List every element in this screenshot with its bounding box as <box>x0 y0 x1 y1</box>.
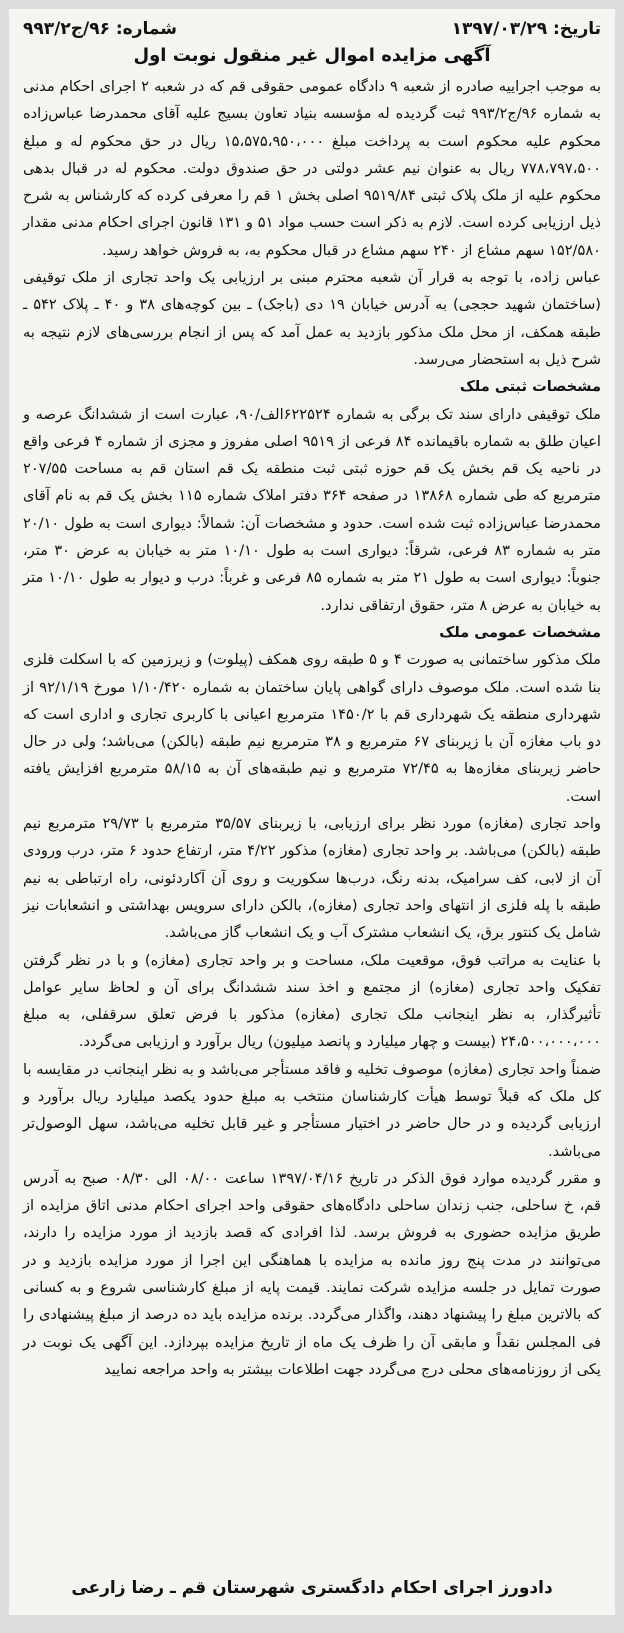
heading-registration: مشخصات ثبتی ملک <box>459 378 601 396</box>
paragraph-inspection: عباس زاده، با توجه به قرار آن شعبه محترم مبنی بر ارزیابی یک واحد تجاری از ملک توقیفی (ساختمان شهید حججی) به آدرس خیابان ۱۹ دی (باجک) ـ بین کوچه‌های ۳۸ و ۴۰ ـ پلاک ۵۴۲ ـ طبقه همکف، از محل ملک مذکور بازدید به عمل آمد که پس از انجام بررسی‌های لازم نتیجه به شرح ذیل به استحضار می‌رسد. <box>23 269 601 368</box>
header-row <box>23 17 601 41</box>
notice-title: آگهی مزایده اموال غیر منقول نوبت اول <box>133 45 491 66</box>
paragraph-registration: ملک توقیفی دارای سند تک برگی به شماره ۶۲۲۵۲۴الف/۹۰، عبارت است از ششدانگ عرصه و اعیان طلق به شماره باقیمانده ۸۴ فرعی از ۹۵۱۹ اصلی مفروز و مجزی از شماره ۴ فرعی واقع در ناحیه یک قم بخش یک قم حوزه ثبتی ثبت منطقه یک قم استان قم به مساحت ۲۰۷/۵۵ مترمربع که طی شماره ۱۳۸۶۸ در صفحه ۳۶۴ دفتر املاک شماره ۱۱۵ بخش یک قم به نام آقای محمدرضا عباس‌زاده ثبت شده است. حدود و مشخصات آن: شمالاً: دیواری است به طول ۲۰/۱۰ متر به شماره ۸۳ فرعی، شرقاً: دیواری است به طول ۱۰/۱۰ متر به خیابان به عرض ۳۰ متر، جنوباً: دیواری است به طول ۲۱ متر به شماره ۸۵ فرعی و غرباً: درب و دیوار به طول ۱۰/۱۰ متر به خیابان به عرض ۸ متر، حقوق ارتفاقی ندارد. <box>23 405 601 614</box>
paragraph-valuation: با عنایت به مراتب فوق، موقعیت ملک، مساحت و بر واحد تجاری (مغازه) و با در نظر گرفتن تفکیک واحد تجاری (مغازه) از مجتمع و اخذ سند ششدانگ برای آن و لحاظ سایر عوامل تأثیرگذار، به نظر اینجانب ملک تجاری (مغازه) مذکور با فرض تعلق سرقفلی، به مبلغ ۲۴،۵۰۰،۰۰۰،۰۰۰ (بیست و چهار میلیارد و پانصد میلیون) ریال برآورد و ارزیابی می‌گردد. <box>23 951 601 1051</box>
signature-line: دادورز اجرای احکام دادگستری شهرستان قم ـ رضا زارعی <box>71 1578 553 1598</box>
paragraph-auction-terms: و مقرر گردیده موارد فوق الذکر در تاریخ ۱۳۹۷/۰۴/۱۶ ساعت ۰۸/۰۰ الی ۰۸/۳۰ صبح به آدرس قم، خ ساحلی، جنب زندان ساحلی دادگاه‌های حقوقی واحد اجرای احکام مدنی اتاق مزایده از طریق مزایده حضوری به فروش برسد. لذا افرادی که قصد بازدید از مورد مزایده را دارند، می‌توانند در مدت پنج روز مانده به مزایده با هماهنگی این اجرا از مورد مزایده بازدید و در صورت تمایل در جلسه مزایده شرکت نمایند. قیمت پایه از مبلغ کارشناسی شروع و به کسانی که بالاترین مبلغ را پیشنهاد دهند، واگذار می‌گردد. برنده مزایده باید ده درصد از مبلغ پیشنهادی را فی المجلس نقداً و مابقی آن را ظرف یک ماه از تاریخ مزایده بپردازد. این آگهی یک نوبت در یکی از روزنامه‌های محلی درج می‌گردد جهت اطلاعات بیشتر به واحد مراجعه نمایید <box>23 1169 602 1378</box>
heading-general: مشخصات عمومی ملک <box>439 623 601 641</box>
paragraph-shop: واحد تجاری (مغازه) مورد نظر برای ارزیابی، با زیربنای ۳۵/۵۷ مترمربع با ۲۹/۷۳ مترمربع نیم طبقه (بالکن) می‌باشد. بر واحد تجاری (مغازه) مذکور ۴/۲۲ متر، ارتفاع حدود ۶ متر، درب ورودی آن از لابی، کف سرامیک، بدنه رنگ، درب‌ها سکوریت و روی آن آکاردئونی، راه ارتباطی به نیم طبقه با پله فلزی از انتهای واحد تجاری (مغازه)، بالکن دارای سرویس بهداشتی و انشعابات نیز شامل یک کنتور برق، یک انشعاب مشترک آب و یک انشعاب گاز می‌باشد. <box>23 815 601 942</box>
paragraph-general: ملک مذکور ساختمانی به صورت ۴ و ۵ طبقه روی همکف (پیلوت) و زیرزمین که با اسکلت فلزی بنا شده است. ملک موصوف دارای گواهی پایان ساختمان به شماره ۱/۱۰/۴۲۰ مورخ ۹۲/۱/۱۹ از شهرداری منطقه یک شهرداری قم با ۱۴۵۰/۲ مترمربع اعیانی با کاربری تجاری و اداری است که دو باب مغازه آن با زیربنای ۶۷ مترمربع و ۳۸ مترمربع نیم طبقه (بالکن) می‌باشد؛ ولی در حال حاضر زیربنای مغازه‌ها به ۷۲/۴۵ مترمربع و نیم طبقه‌های آن به ۵۸/۱۵ مترمربع افزایش یافته است. <box>23 651 601 805</box>
paragraph-judgment: به موجب اجراییه صادره از شعبه ۹ دادگاه عمومی حقوقی قم که در شعبه ۲ اجرای احکام مدنی به شماره ۹۶/ج۹۹۳/۲ ثبت گردیده له مؤسسه بنیاد تعاون بسیج علیه آقای محمدرضا عباس‌زاده محکوم علیه محکوم است به پرداخت مبلغ ۱۵،۵۷۵،۹۵۰،۰۰۰ ریال در حق محکوم له و مبلغ ۷۷۸،۷۹۷،۵۰۰ ریال به عنوان نیم عشر دولتی در حق صندوق دولت. محکوم له در قبال بدهی محکوم علیه از ملک پلاک ثبتی ۹۵۱۹/۸۴ اصلی بخش ۱ قم را معرفی کرده که کارشناس به شرح ذیل ارزیابی کرده است. لازم به ذکر است حسب مواد ۵۱ و ۱۳۱ قانون اجرای احکام مدنی مقدار ۱۵۲/۵۸۰ سهم مشاع از ۲۴۰ سهم مشاع در قبال محکوم به، به فروش خواهد رسید. <box>23 78 602 259</box>
notice-body <box>23 73 601 1383</box>
notice-page <box>9 9 615 1615</box>
paragraph-vacancy: ضمناً واحد تجاری (مغازه) موصوف تخلیه و فاقد مستأجر می‌باشد و به نظر اینجانب در مقایسه با کل ملک که قبلاً توسط هیأت کارشناسان منتخب به مبلغ حدود یکصد میلیارد ریال برآورد و ارزیابی گردیده و در حال حاضر در اختیار مستأجر و غیر قابل تخلیه می‌باشد، سهل الوصول‌تر می‌باشد. <box>23 1060 601 1160</box>
date-label: تاریخ: ۱۳۹۷/۰۳/۲۹ <box>451 19 601 39</box>
number-label: شماره: ۹۶/ج۹۹۳/۲ <box>23 19 177 39</box>
